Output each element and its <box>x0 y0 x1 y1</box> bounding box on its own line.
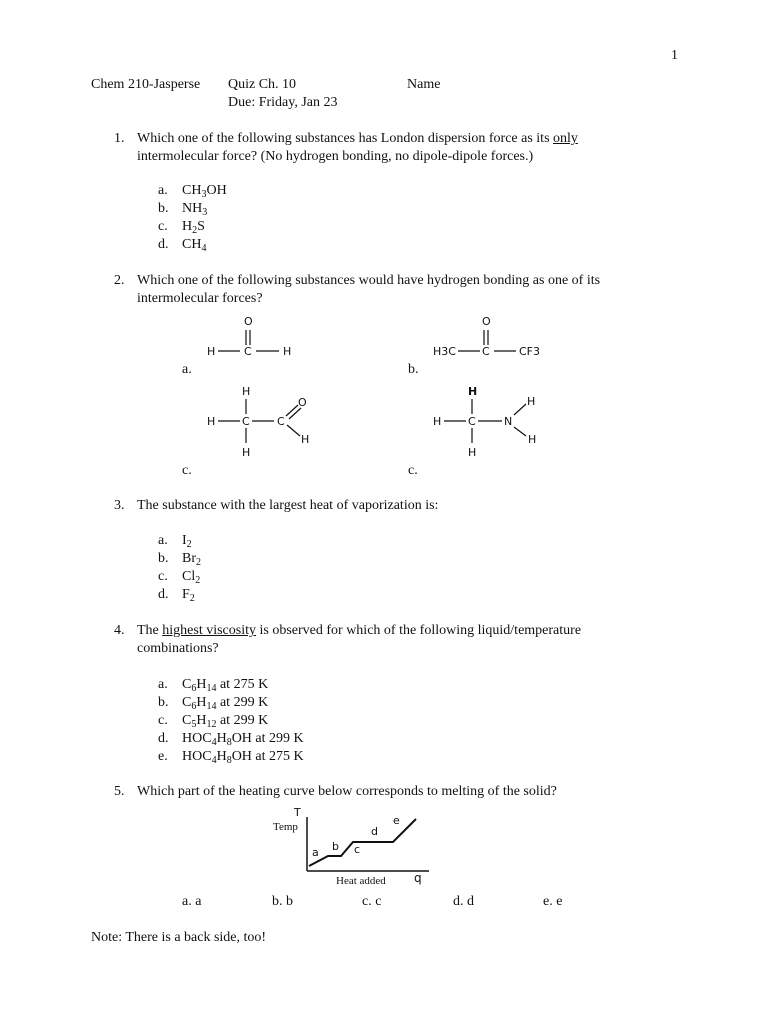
atom-h: H <box>433 415 442 428</box>
formula-subscript: 6 <box>191 701 197 712</box>
option-letter: b. <box>158 551 169 566</box>
formula-part: HOC <box>182 731 212 746</box>
segment-label-a: a <box>312 846 319 859</box>
atom-o: O <box>244 315 253 328</box>
formula-part: H <box>216 731 227 746</box>
y-axis-label: Temp <box>273 821 298 833</box>
q5-text: Which part of the heating curve below corresponds to melting of the solid? <box>137 784 557 799</box>
option-letter: b. <box>158 201 169 216</box>
formula-subscript: 2 <box>186 539 192 550</box>
q3-number: 3. <box>114 498 125 513</box>
q1-line2: intermolecular force? (No hydrogen bonding, no dipole-dipole forces.) <box>137 149 534 164</box>
formula-subscript: 3 <box>202 207 208 218</box>
temperature: at 275 K <box>216 677 269 692</box>
formula-subscript: 4 <box>211 737 217 748</box>
formula-part: OH <box>206 183 227 198</box>
formula-part: CH <box>182 183 202 198</box>
option-letter: a. <box>158 533 168 548</box>
formula-subscript: 2 <box>189 593 195 604</box>
option-letter: c. <box>158 713 168 728</box>
atom-c: C <box>244 345 252 358</box>
atom-o: O <box>482 315 491 328</box>
formula-part: H <box>216 749 227 764</box>
q1-underlined-only: only <box>553 131 578 146</box>
atom-c: C <box>468 415 476 428</box>
group-h3c: H3C <box>433 345 456 358</box>
atom-h: H <box>301 433 310 446</box>
atom-h: H <box>527 395 536 408</box>
temperature: at 299 K <box>216 713 269 728</box>
temperature: at 275 K <box>251 749 304 764</box>
course-title: Chem 210-Jasperse <box>91 77 201 92</box>
formula-subscript: 4 <box>201 243 207 254</box>
page-number: 1 <box>671 48 678 63</box>
segment-label-c: c <box>354 843 361 856</box>
formula-part: Cl <box>182 569 196 584</box>
formula-subscript: 2 <box>196 557 201 568</box>
q2-option-a: a. <box>182 362 192 377</box>
q2-option-c1: c. <box>182 463 192 478</box>
q5-answer-d: d. d <box>453 894 474 909</box>
q4-line2: combinations? <box>137 641 219 656</box>
segment-label-e: e <box>393 814 400 827</box>
formula-part: H <box>196 677 207 692</box>
q3-text: The substance with the largest heat of vaporization is: <box>137 498 439 513</box>
formula-part: NH <box>182 201 203 216</box>
group-cf3: CF3 <box>519 345 541 358</box>
formula-part: HOC <box>182 749 212 764</box>
option-letter: c. <box>158 219 168 234</box>
atom-h: H <box>207 345 216 358</box>
atom-c: C <box>242 415 250 428</box>
formula-subscript: 6 <box>191 683 197 694</box>
formula-subscript: 4 <box>211 755 217 766</box>
q5-answer-e: e. e <box>543 894 563 909</box>
formula-subscript: 8 <box>226 755 232 766</box>
formula-part: H <box>196 695 207 710</box>
q2-line2: intermolecular forces? <box>137 291 263 306</box>
formula-part: H <box>196 713 207 728</box>
option-letter: b. <box>158 695 169 710</box>
option-letter: a. <box>158 677 168 692</box>
temperature: at 299 K <box>251 731 304 746</box>
formula-part: I <box>182 533 187 548</box>
formula-part: OH <box>231 749 252 764</box>
formula-part: C <box>182 695 192 710</box>
temperature: at 299 K <box>216 695 269 710</box>
q5-answer-c: c. c <box>362 894 382 909</box>
formula-part: F <box>182 587 190 602</box>
segment-label-b: b <box>332 840 339 853</box>
option-letter: c. <box>158 569 168 584</box>
x-axis-end-label: q <box>414 871 422 885</box>
atom-h: H <box>242 446 251 459</box>
q4-underlined-phrase: highest viscosity <box>162 623 256 638</box>
formula-subscript: 12 <box>206 719 217 730</box>
q4-line1-pre: The <box>137 623 163 638</box>
atom-h: H <box>283 345 292 358</box>
q4-number: 4. <box>114 623 125 638</box>
atom-c: C <box>482 345 490 358</box>
q5-number: 5. <box>114 784 125 799</box>
atom-c: C <box>277 415 285 428</box>
q2-option-c2: c. <box>408 463 418 478</box>
y-axis-top-label: T <box>294 806 301 819</box>
formula-part: H <box>182 219 193 234</box>
due-date: Due: Friday, Jan 23 <box>228 95 338 110</box>
q1-number: 1. <box>114 131 125 146</box>
q5-answer-a: a. a <box>182 894 202 909</box>
formula-subscript: 2 <box>195 575 201 586</box>
atom-h: H <box>528 433 537 446</box>
atom-h: H <box>242 385 251 398</box>
formula-part: Br <box>182 551 196 566</box>
q5-answer-b: b. b <box>272 894 293 909</box>
formula-subscript: 8 <box>226 737 232 748</box>
atom-n: N <box>504 415 513 428</box>
option-letter: e. <box>158 749 168 764</box>
q2-option-b: b. <box>408 362 419 377</box>
segment-label-d: d <box>371 825 378 838</box>
option-letter: d. <box>158 587 169 602</box>
formula-part: C <box>182 713 192 728</box>
formula-subscript: 5 <box>191 719 197 730</box>
option-letter: d. <box>158 731 169 746</box>
option-letter: a. <box>158 183 168 198</box>
atom-h: H <box>207 415 216 428</box>
formula-subscript: 3 <box>201 189 207 200</box>
q2-line1: Which one of the following substances would have hydrogen bonding as one of its <box>137 273 601 288</box>
formula-subscript: 14 <box>206 701 217 712</box>
q4-line1-post: is observed for which of the following liquid/temperature <box>256 623 582 638</box>
back-side-note: Note: There is a back side, too! <box>91 930 267 945</box>
quiz-title: Quiz Ch. 10 <box>228 77 297 92</box>
atom-o: O <box>298 396 307 409</box>
x-axis-label: Heat added <box>336 875 386 887</box>
name-label: Name <box>407 77 441 92</box>
formula-subscript: 14 <box>206 683 217 694</box>
atom-h: H <box>468 446 477 459</box>
option-letter: d. <box>158 237 169 252</box>
q1-line1-text: Which one of the following substances has London dispersion force as its <box>137 131 554 146</box>
formula-part: OH <box>231 731 252 746</box>
formula-subscript: 2 <box>192 225 198 236</box>
formula-part: CH <box>182 237 202 252</box>
formula-part: S <box>197 219 205 234</box>
formula-part: C <box>182 677 192 692</box>
q2-number: 2. <box>114 273 125 288</box>
atom-h: H <box>468 385 478 398</box>
